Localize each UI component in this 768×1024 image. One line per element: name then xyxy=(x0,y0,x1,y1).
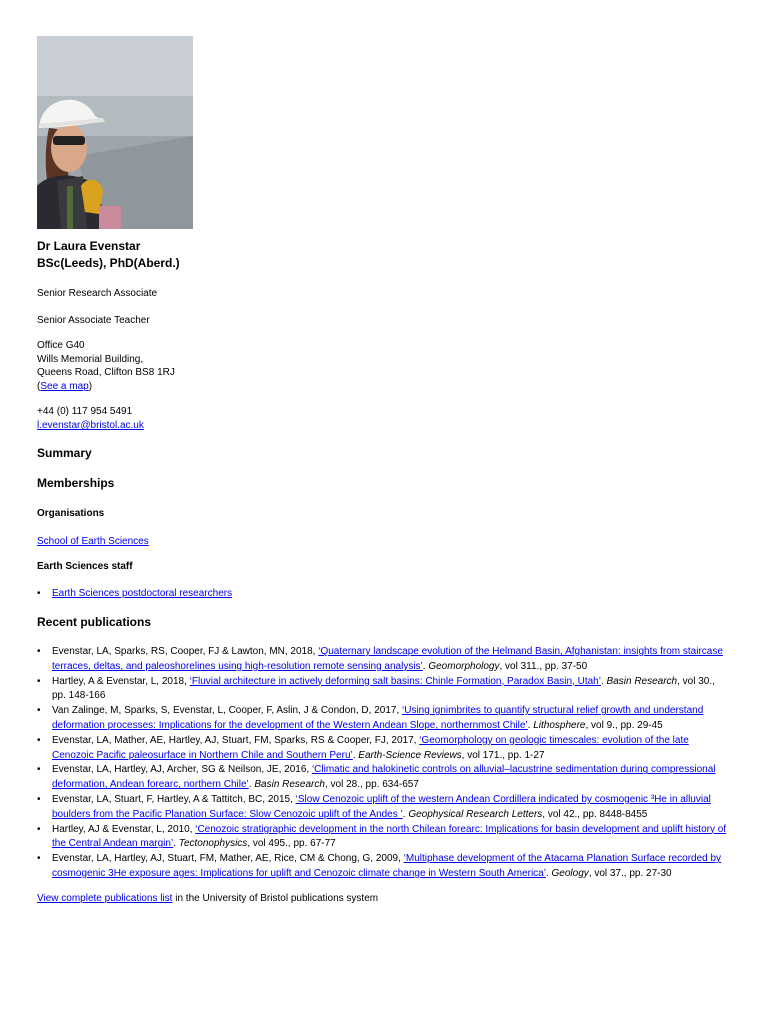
publication-journal: Geomorphology xyxy=(428,660,500,672)
publication-title-link[interactable]: ‘Fluvial architecture in actively deforming salt basins: Chinle Formation, Paradox Basin, Utah’ xyxy=(189,675,601,687)
profile-degrees: BSc(Leeds), PhD(Aberd.) xyxy=(37,256,180,270)
publication-journal: Basin Research xyxy=(254,779,325,791)
publication-item xyxy=(37,704,727,734)
memberships-heading: Memberships xyxy=(37,476,115,490)
organisations-heading: Organisations xyxy=(37,508,105,519)
publication-authors: Evenstar, LA, Stuart, F, Hartley, A & Tattitch, BC, 2015, xyxy=(52,793,296,805)
address-building: Wills Memorial Building, xyxy=(37,353,144,365)
staff-list xyxy=(37,587,232,600)
publication-authors: Evenstar, LA, Sparks, RS, Cooper, FJ & Lawton, MN, 2018, xyxy=(52,646,319,657)
contact-address xyxy=(37,339,175,393)
publication-journal: Lithosphere xyxy=(533,719,586,731)
publication-title-link[interactable]: ‘Quaternary landscape evolution of the Helmand Basin, Afghanistan: insights from staircase terraces, deltas, and paleoshorelines using high-resolution remote sensing analysis’ xyxy=(52,646,723,672)
publication-separator: . xyxy=(545,867,552,879)
publication-title-link[interactable]: ‘Slow Cenozoic uplift of the western Andean Cordillera indicated by cosmogenic ³He in alluvial boulders from the Pacific Planation Surface: Slow Cenozoic uplift of the Andes ’ xyxy=(52,793,711,820)
profile-photo xyxy=(37,36,193,229)
publication-item xyxy=(37,675,727,705)
list-item xyxy=(37,587,232,600)
bullet-icon: • xyxy=(37,675,41,687)
organisation-line xyxy=(37,535,149,548)
address-map-line xyxy=(37,380,175,394)
bullet-icon: • xyxy=(37,853,41,865)
email-line xyxy=(37,419,144,432)
publication-details: , vol 42., pp. 8448-8455 xyxy=(542,808,648,820)
publication-item xyxy=(37,793,727,823)
paren-close: ) xyxy=(88,380,93,392)
publication-authors: Hartley, AJ & Evenstar, L, 2010, xyxy=(52,823,196,835)
profile-name: Dr Laura Evenstar xyxy=(37,239,141,253)
bullet-icon: • xyxy=(37,705,41,717)
profile-photo-image xyxy=(37,36,193,229)
publication-details: , vol 171., pp. 1-27 xyxy=(461,749,545,761)
address-office: Office G40 xyxy=(37,340,85,351)
summary-heading: Summary xyxy=(37,446,92,460)
publication-item xyxy=(37,852,727,882)
publication-authors: Evenstar, LA, Mather, AE, Hartley, AJ, Stuart, FM, Sparks, RS & Cooper, FJ, 2017, xyxy=(52,734,420,746)
bullet-icon: • xyxy=(37,793,41,805)
email-link[interactable]: l.evenstar@bristol.ac.uk xyxy=(37,420,144,431)
publication-separator: . xyxy=(248,779,255,791)
publication-journal: Earth-Science Reviews xyxy=(358,749,462,761)
bullet-icon: • xyxy=(37,764,41,776)
footer-text: in the University of Bristol publications system xyxy=(172,893,379,904)
publication-details: , vol 30., pp. 148-166 xyxy=(52,675,715,702)
publication-journal: Geology xyxy=(551,867,589,879)
publication-details: , vol 9., pp. 29-45 xyxy=(585,719,663,731)
bullet-icon: • xyxy=(37,646,41,657)
publication-title-link[interactable]: ‘Cenozoic stratigraphic development in the north Chilean forearc: Implications for basin development and uplift history of the Central Andean margin’ xyxy=(52,823,727,850)
publication-item xyxy=(37,734,727,764)
publication-separator: . xyxy=(422,660,429,672)
profile-name-block xyxy=(37,238,180,272)
publication-separator: . xyxy=(600,675,607,687)
publication-separator: . xyxy=(402,808,409,820)
publication-title-link[interactable]: ‘Multiphase development of the Atacama Planation Surface recorded by cosmogenic 3He exposure ages: Implications for uplift and Cenozoic climate change in Western South America’ xyxy=(52,853,722,879)
publication-authors: Evenstar, LA, Hartley, AJ, Archer, SG & Neilson, JE, 2016, xyxy=(52,764,312,776)
bullet-icon: • xyxy=(37,588,41,599)
publication-authors: Evenstar, LA, Hartley, AJ, Stuart, FM, Mather, AE, Rice, CM & Chong, G, 2009, xyxy=(52,853,404,865)
publications-footer xyxy=(37,892,378,905)
address-street: Queens Road, Clifton BS8 1RJ xyxy=(37,367,175,378)
role-senior-research-associate: Senior Research Associate xyxy=(37,288,158,299)
postdoctoral-researchers-link[interactable]: Earth Sciences postdoctoral researchers xyxy=(52,588,233,599)
publication-details: , vol 311., pp. 37-50 xyxy=(499,660,588,672)
publication-separator: . xyxy=(527,719,534,731)
role-senior-associate-teacher: Senior Associate Teacher xyxy=(37,315,150,326)
publication-details: , vol 28., pp. 634-657 xyxy=(324,779,419,791)
publication-list xyxy=(37,645,727,882)
publication-title-link[interactable]: ‘Geomorphology on geologic timescales: evolution of the late Cenozoic Pacific paleosurface in Northern Chile and Southern Peru’ xyxy=(52,734,689,761)
publication-separator: . xyxy=(352,749,359,761)
publication-journal: Geophysical Research Letters xyxy=(408,808,543,820)
publication-details: , vol 37., pp. 27-30 xyxy=(588,867,672,879)
publication-journal: Tectonophysics xyxy=(178,838,248,850)
see-a-map-link[interactable]: See a map xyxy=(40,380,89,392)
publication-journal: Basin Research xyxy=(606,675,678,687)
publication-authors: Hartley, A & Evenstar, L, 2018, xyxy=(52,675,190,687)
bullet-icon: • xyxy=(37,823,41,835)
publication-authors: Van Zalinge, M, Sparks, S, Evenstar, L, Cooper, F, Aslin, J & Condon, D, 2017, xyxy=(52,705,402,717)
publication-item xyxy=(37,823,727,853)
publication-item xyxy=(37,763,727,793)
publication-details: , vol 495., pp. 67-77 xyxy=(247,838,336,850)
recent-publications-heading: Recent publications xyxy=(37,615,152,629)
publication-title-link[interactable]: ‘Using ignimbrites to quantify structural relief growth and understand deformation processes: Implications for the development of the Western Andean Slope, northernmost Chile’ xyxy=(52,705,704,731)
phone-number: +44 (0) 117 954 5491 xyxy=(37,406,133,417)
publication-separator: . xyxy=(173,838,179,850)
school-of-earth-sciences-link[interactable]: School of Earth Sciences xyxy=(37,536,149,547)
bullet-icon: • xyxy=(37,734,41,746)
earth-sciences-staff-heading: Earth Sciences staff xyxy=(37,561,133,572)
paren-open: ( xyxy=(37,380,41,392)
view-complete-publications-link[interactable]: View complete publications list xyxy=(37,893,173,904)
publication-title-link[interactable]: ‘Climatic and halokinetic controls on alluvial–lacustrine sedimentation during compressional deformation, Andean forearc, northern Chile’ xyxy=(52,764,716,791)
publication-item xyxy=(37,645,727,675)
